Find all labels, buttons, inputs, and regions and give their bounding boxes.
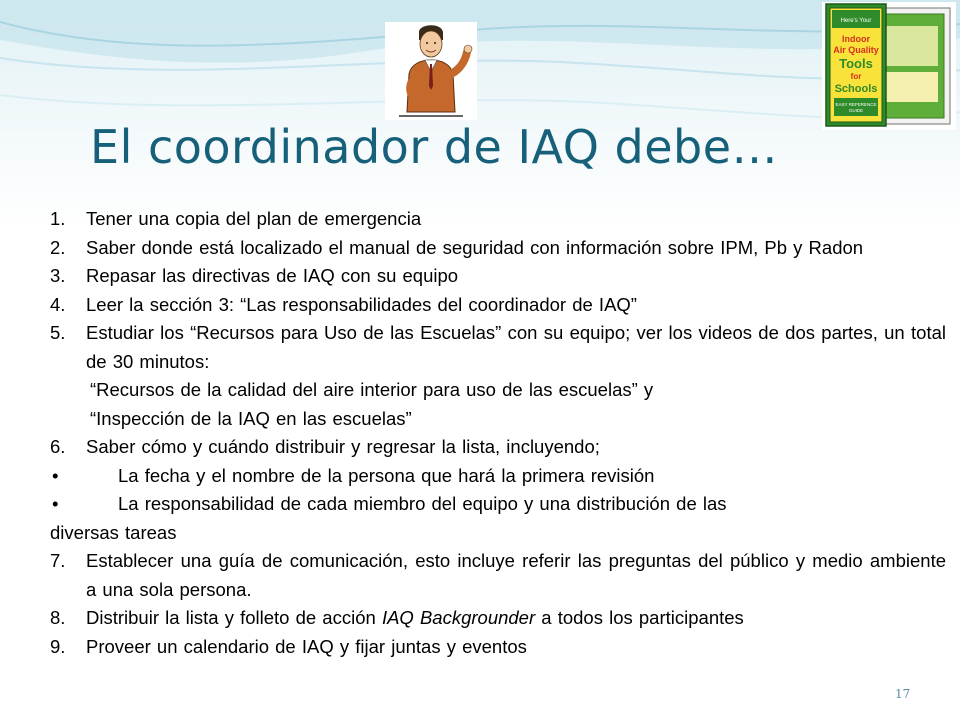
video-title: “Inspección de la IAQ en las escuelas” (90, 407, 412, 429)
list-number: 1. (50, 208, 66, 229)
list-item (50, 633, 946, 662)
list-number: 8. (50, 607, 66, 628)
list-item-text: Leer la sección 3: “Las responsabilidades del coordinador de IAQ” (86, 293, 637, 315)
list-item-text: Establecer una guía de comunicación, esto incluye referir las preguntas del público y medio ambiente a una sola persona. (86, 550, 946, 600)
list-item (50, 319, 946, 376)
svg-text:Tools: Tools (839, 56, 873, 71)
bullet-item (50, 490, 946, 519)
list-number: 2. (50, 236, 66, 258)
person-presenting-icon (385, 22, 477, 120)
list-item-text: Tener una copia del plan de emergencia (86, 208, 422, 229)
list-item (50, 433, 946, 462)
bullet-item-continuation: diversas tareas (50, 521, 177, 543)
list-number: 4. (50, 293, 66, 315)
svg-text:Here's Your: Here's Your (840, 18, 872, 24)
list-number: 6. (50, 436, 66, 457)
svg-text:Air Quality: Air Quality (833, 45, 879, 55)
video-title: “Recursos de la calidad del aire interior para uso de las escuelas” y (90, 379, 654, 400)
list-number: 5. (50, 322, 66, 343)
svg-text:Indoor: Indoor (842, 34, 870, 44)
bullet-item-text: La responsabilidad de cada miembro del equipo y una distribución de las (118, 493, 727, 514)
list-item-text: Saber donde está localizado el manual de seguridad con información sobre IPM, Pb y Radon (86, 236, 864, 258)
list-item (50, 291, 946, 320)
list-number: 7. (50, 550, 66, 571)
list-item-text: Saber cómo y cuándo distribuir y regresar la lista, incluyendo; (86, 436, 600, 457)
svg-text:Schools: Schools (834, 83, 878, 95)
list-item-text: Repasar las directivas de IAQ con su equipo (86, 265, 459, 286)
svg-text:EASY REFERENCE: EASY REFERENCE (835, 102, 877, 107)
bullet-icon: • (52, 493, 59, 514)
list-number: 9. (50, 635, 66, 657)
list-item-text: a todos los participantes (535, 607, 744, 628)
list-item-text: Distribuir la lista y folleto de acción (86, 607, 382, 628)
list-item-text: Estudiar los “Recursos para Uso de las Escuelas” con su equipo; ver los videos de dos partes, un total de 30 minutos: (86, 322, 946, 372)
iaq-tools-for-schools-book-icon (822, 2, 956, 130)
list-item (50, 205, 946, 234)
slide-title: El coordinador de IAQ debe… (90, 120, 779, 174)
bullet-item-text: La fecha y el nombre de la persona que hará la primera revisión (118, 464, 655, 486)
list-number: 3. (50, 265, 66, 286)
bullet-icon: • (52, 464, 59, 486)
bullet-item (50, 462, 946, 491)
list-item (50, 604, 946, 633)
list-item (50, 262, 946, 291)
list-item-text: Proveer un calendario de IAQ y fijar juntas y eventos (86, 635, 527, 657)
list-item (50, 547, 946, 604)
document-title: IAQ Backgrounder (381, 607, 536, 628)
slide-body (50, 205, 946, 661)
page-number: 17 (895, 687, 911, 701)
svg-text:for: for (850, 72, 862, 81)
list-item (50, 234, 946, 263)
svg-text:GUIDE: GUIDE (848, 108, 864, 113)
